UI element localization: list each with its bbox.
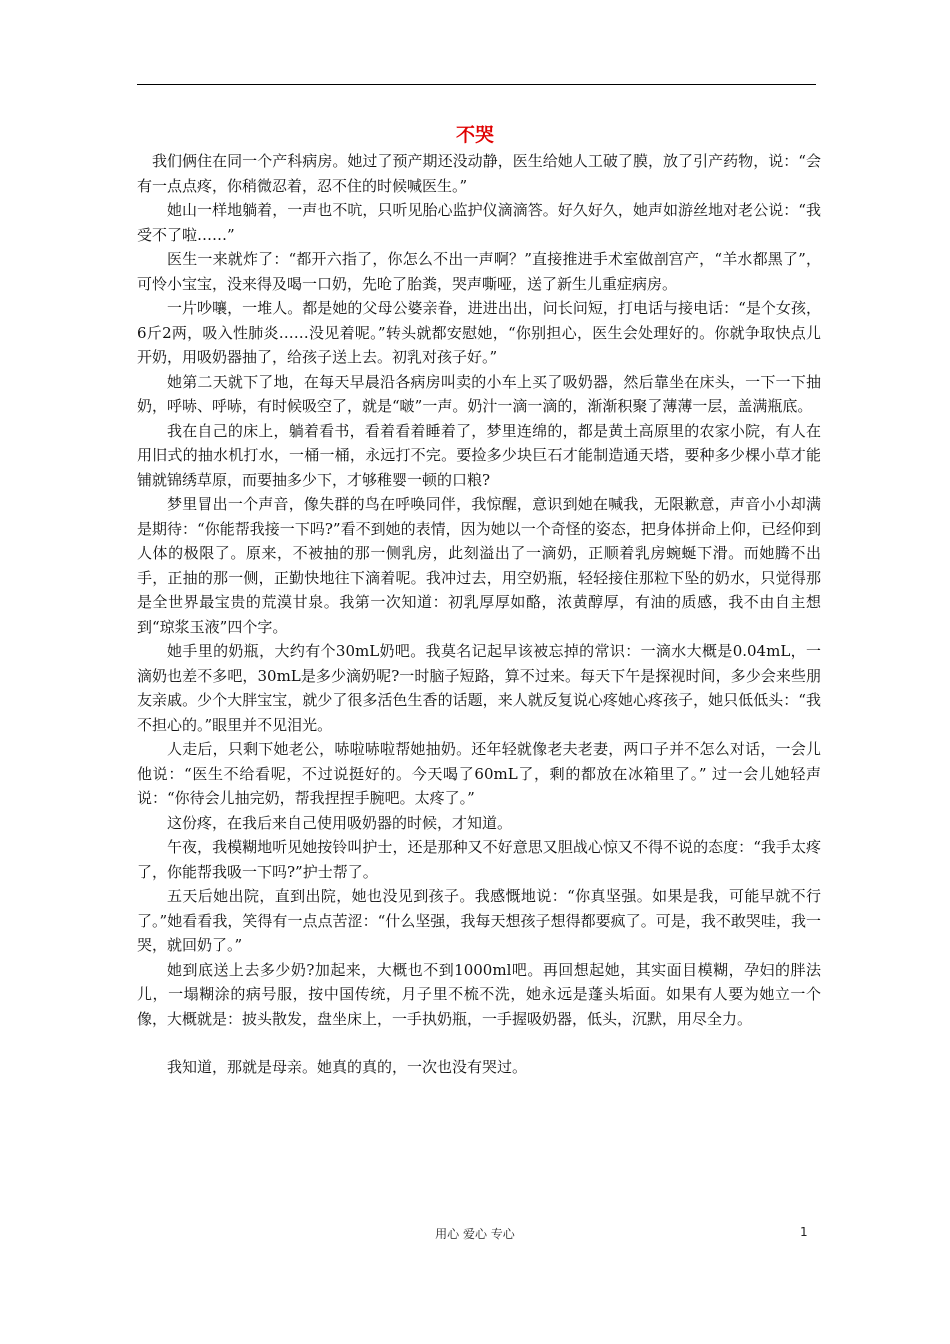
paragraph-10: 这份疼，在我后来自己使用吸奶器的时候，才知道。 [167,813,513,832]
header-rule [137,84,816,85]
paragraph-8: 她手里的奶瓶，大约有个30mL奶吧。我莫名记起早该被忘掉的常识：一滴水大概是0.04mL，一滴奶也差不多吧，30mL是多少滴奶呢?一时脑子短路，算不过来。每天下午是探视时间，多少会来些朋友亲戚。少个大胖宝宝，就少了很多活色生香的话题，来人就反复说心疼她心疼孩子，她只低低头：“我不担心的。”眼里并不见泪光。 [137,642,821,734]
paragraph-1: 我们俩住在同一个产科病房。她过了预产期还没动静，医生给她人工破了膜，放了引产药物，说：“会有一点点疼，你稍微忍着，忍不住的时候喊医生。” [137,152,821,195]
paragraph-3: 医生一来就炸了：“都开六指了，你怎么不出一声啊？”直接推进手术室做剖宫产，“羊水都黑了”，可怜小宝宝，没来得及喝一口奶，先呛了胎粪，哭声嘶哑，送了新生儿重症病房。 [137,250,821,293]
paragraph-7: 梦里冒出一个声音，像失群的鸟在呼唤同伴，我惊醒，意识到她在喊我，无限歉意，声音小小却满是期待：“你能帮我接一下吗?”看不到她的表情，因为她以一个奇怪的姿态，把身体拼命上仰，已经仰到人体的极限了。原来，不被抽的那一侧乳房，此刻溢出了一滴奶，正顺着乳房蜿蜒下滑。而她腾不出手，正抽的那一侧，正勤快地往下滴着呢。我冲过去，用空奶瓶，轻轻接住那粒下坠的奶水，只觉得那是全世界最宝贵的荒漠甘泉。我第一次知道：初乳厚厚如酪，浓黄醇厚，有油的质感，我不由自主想到“琼浆玉液”四个字。 [137,495,821,636]
closing-paragraph: 我知道，那就是母亲。她真的真的，一次也没有哭过。 [167,1058,528,1076]
paragraph-6: 我在自己的床上，躺着看书，看着看着睡着了，梦里连绵的，都是黄土高原里的农家小院，有人在用旧式的抽水机打水，一桶一桶，永远打不完。要捡多少块巨石才能制造通天塔，要种多少棵小草才能铺就锦绣草原，而要抽多少下，才够稚婴一顿的口粮? [137,421,821,489]
article-body [137,149,821,1080]
paragraph-5: 她第二天就下了地，在每天早晨沿各病房叫卖的小车上买了吸奶器，然后靠坐在床头，一下一下抽奶，呼哧、呼哧，有时候吸空了，就是“啵”一声。奶汁一滴一滴的，渐渐积聚了薄薄一层，盖满瓶底。 [137,372,821,415]
page-footer: 用心 爱心 专心 [435,1227,515,1241]
page-number: 1 [800,1225,808,1239]
paragraph-13: 她到底送上去多少奶?加起来，大概也不到1000ml吧。再回想起她，其实面目模糊，孕妇的胖法儿，一塌糊涂的病号服，按中国传统，月子里不梳不洗，她永远是蓬头垢面。如果有人要为她立一个像，大概就是：披头散发，盘坐床上，一手执奶瓶，一手握吸奶器，低头，沉默，用尽全力。 [137,960,821,1028]
paragraph-4: 一片吵嚷，一堆人。都是她的父母公婆亲眷，进进出出，问长问短，打电话与接电话：“是个女孩，6斤2两，吸入性肺炎……没见着呢。”转头就都安慰她，“你别担心，医生会处理好的。你就争取快点儿开奶，用吸奶器抽了，给孩子送上去。初乳对孩子好。” [137,299,821,366]
article-title: 不哭 [455,124,494,146]
paragraph-9: 人走后，只剩下她老公，哧啦哧啦帮她抽奶。还年轻就像老夫老妻，两口子并不怎么对话，一会儿他说：“医生不给看呢，不过说挺好的。今天喝了60mL了，剩的都放在冰箱里了。” 过一会儿她轻声说：“你待会儿抽完奶，帮我捏捏手腕吧。太疼了。” [137,740,821,807]
paragraph-11: 午夜，我模糊地听见她按铃叫护士，还是那种又不好意思又胆战心惊又不得不说的态度：“我手太疼了，你能帮我吸一下吗?”护士帮了。 [137,838,821,881]
paragraph-2: 她山一样地躺着，一声也不吭，只听见胎心监护仪滴滴答。好久好久，她声如游丝地对老公说：“我受不了啦……” [137,201,821,244]
paragraph-12: 五天后她出院，直到出院，她也没见到孩子。我感慨地说：“你真坚强。如果是我，可能早就不行了。”她看看我，笑得有一点点苦涩：“什么坚强，我每天想孩子想得都要疯了。可是，我不敢哭哇，我一哭，就回奶了。” [137,887,821,954]
